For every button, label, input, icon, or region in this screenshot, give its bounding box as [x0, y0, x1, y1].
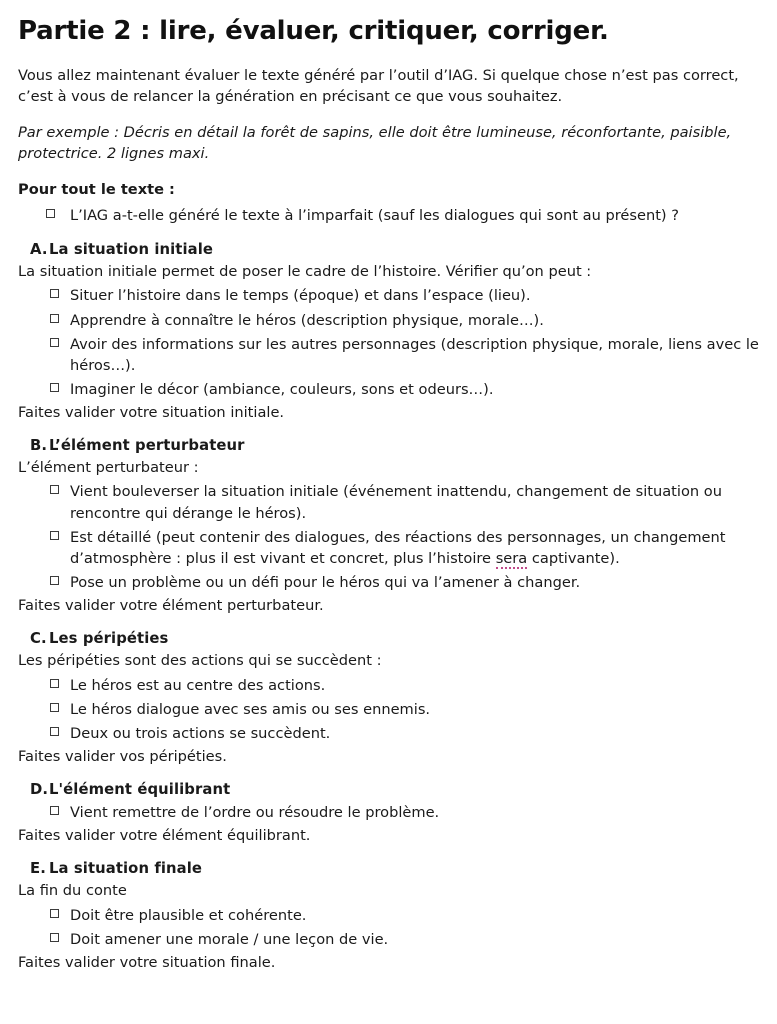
list-item-label: Le héros dialogue avec ses amis ou ses ennemis.	[70, 700, 431, 718]
checkbox-icon[interactable]	[46, 209, 55, 218]
list-item-label: Est détaillé (peut contenir des dialogues, des réactions des personnages, un changement d’atmosphère : plus il est vivant et concret, plus l’histoire sera captivante).	[70, 528, 726, 567]
section-b-letter: B.	[30, 437, 48, 455]
section-a-heading	[30, 241, 759, 258]
checkbox-icon[interactable]	[50, 679, 59, 688]
list-item-label: Apprendre à connaître le héros (description physique, morale…).	[70, 311, 544, 329]
section-d-heading	[30, 781, 759, 798]
section-a-validate: Faites valider votre situation initiale.	[18, 404, 285, 422]
section-e-heading	[30, 860, 759, 877]
list-item-label: Deux ou trois actions se succèdent.	[70, 724, 331, 742]
section-e-checklist	[18, 904, 759, 951]
section-b-heading	[30, 437, 759, 454]
list-item[interactable]	[18, 309, 759, 332]
intro-paragraph: Vous allez maintenant évaluer le texte généré par l’outil d’IAG. Si quelque chose n’est pas correct, c’est à vous de relancer la génération en précisant ce que vous souhaitez.	[18, 66, 739, 106]
list-item-label: Pose un problème ou un défi pour le héros qui va l’amener à changer.	[70, 574, 581, 592]
list-item-label: Situer l’histoire dans le temps (époque) et dans l’espace (lieu).	[70, 287, 531, 305]
section-d-validate: Faites valider votre élément équilibrant.	[18, 827, 311, 845]
section-a-checklist	[18, 284, 759, 401]
section-e-validate: Faites valider votre situation finale.	[18, 953, 276, 971]
list-item[interactable]	[18, 480, 759, 524]
list-item[interactable]	[18, 378, 759, 401]
section-c-letter: C.	[30, 630, 47, 648]
checkbox-icon[interactable]	[50, 338, 59, 347]
section-b-intro: L’élément perturbateur :	[18, 459, 199, 477]
list-item[interactable]	[18, 928, 759, 951]
section-b-validate: Faites valider votre élément perturbateur.	[18, 597, 324, 615]
checkbox-icon[interactable]	[50, 576, 59, 585]
checkbox-icon[interactable]	[50, 909, 59, 918]
list-item-label: Le héros est au centre des actions.	[70, 676, 326, 694]
example-paragraph: Par exemple : Décris en détail la forêt de sapins, elle doit être lumineuse, réconfortante, paisible, protectrice. 2 lignes maxi.	[18, 123, 732, 163]
list-item[interactable]	[18, 801, 759, 824]
list-item[interactable]	[18, 284, 759, 307]
section-a-intro: La situation initiale permet de poser le cadre de l’histoire. Vérifier qu’on peut :	[18, 263, 592, 281]
checkbox-icon[interactable]	[50, 727, 59, 736]
list-item[interactable]	[18, 722, 759, 745]
global-checklist	[18, 204, 759, 227]
checkbox-icon[interactable]	[50, 289, 59, 298]
section-c-checklist	[18, 674, 759, 745]
list-item-label: Doit amener une morale / une leçon de vie.	[70, 930, 389, 948]
section-d-letter: D.	[30, 781, 49, 799]
checkbox-icon[interactable]	[50, 933, 59, 942]
section-c	[18, 630, 759, 767]
list-item[interactable]	[18, 674, 759, 697]
section-a	[18, 241, 759, 423]
section-b-title: L’élément perturbateur	[49, 437, 245, 455]
list-item-label: Vient bouleverser la situation initiale (événement inattendu, changement de situation ou rencontre qui dérange le héros).	[70, 483, 722, 522]
global-section-heading: Pour tout le texte :	[18, 181, 175, 199]
section-d	[18, 781, 759, 846]
checkbox-icon[interactable]	[50, 703, 59, 712]
section-c-heading	[30, 630, 759, 647]
checkbox-icon[interactable]	[50, 806, 59, 815]
section-c-intro: Les péripéties sont des actions qui se succèdent :	[18, 652, 382, 670]
checkbox-icon[interactable]	[50, 485, 59, 494]
list-item[interactable]	[18, 571, 759, 594]
list-item[interactable]	[18, 333, 759, 377]
section-b-checklist	[18, 480, 759, 594]
page-title: Partie 2 : lire, évaluer, critiquer, corriger.	[18, 16, 609, 46]
section-e	[18, 860, 759, 973]
list-item-label: Vient remettre de l’ordre ou résoudre le problème.	[70, 804, 440, 822]
section-c-title: Les péripéties	[49, 630, 169, 648]
section-d-checklist	[18, 801, 759, 824]
list-item[interactable]	[18, 526, 759, 570]
section-a-letter: A.	[30, 241, 48, 259]
checkbox-icon[interactable]	[50, 314, 59, 323]
section-e-intro: La fin du conte	[18, 882, 127, 900]
section-c-validate: Faites valider vos péripéties.	[18, 748, 227, 766]
section-d-title: L'élément équilibrant	[49, 781, 231, 799]
section-b	[18, 437, 759, 616]
section-e-letter: E.	[30, 860, 46, 878]
list-item-label: Avoir des informations sur les autres personnages (description physique, morale, liens avec le héros…).	[70, 335, 759, 374]
section-e-title: La situation finale	[49, 860, 203, 878]
checkbox-icon[interactable]	[50, 531, 59, 540]
list-item[interactable]	[18, 204, 759, 227]
section-a-title: La situation initiale	[49, 241, 214, 259]
list-item-label: Imaginer le décor (ambiance, couleurs, sons et odeurs…).	[70, 380, 494, 398]
checkbox-icon[interactable]	[50, 383, 59, 392]
list-item-label: L’IAG a-t-elle généré le texte à l’imparfait (sauf les dialogues qui sont au présent) ?	[70, 207, 680, 225]
list-item[interactable]	[18, 904, 759, 927]
list-item-label: Doit être plausible et cohérente.	[70, 906, 307, 924]
list-item[interactable]	[18, 698, 759, 721]
